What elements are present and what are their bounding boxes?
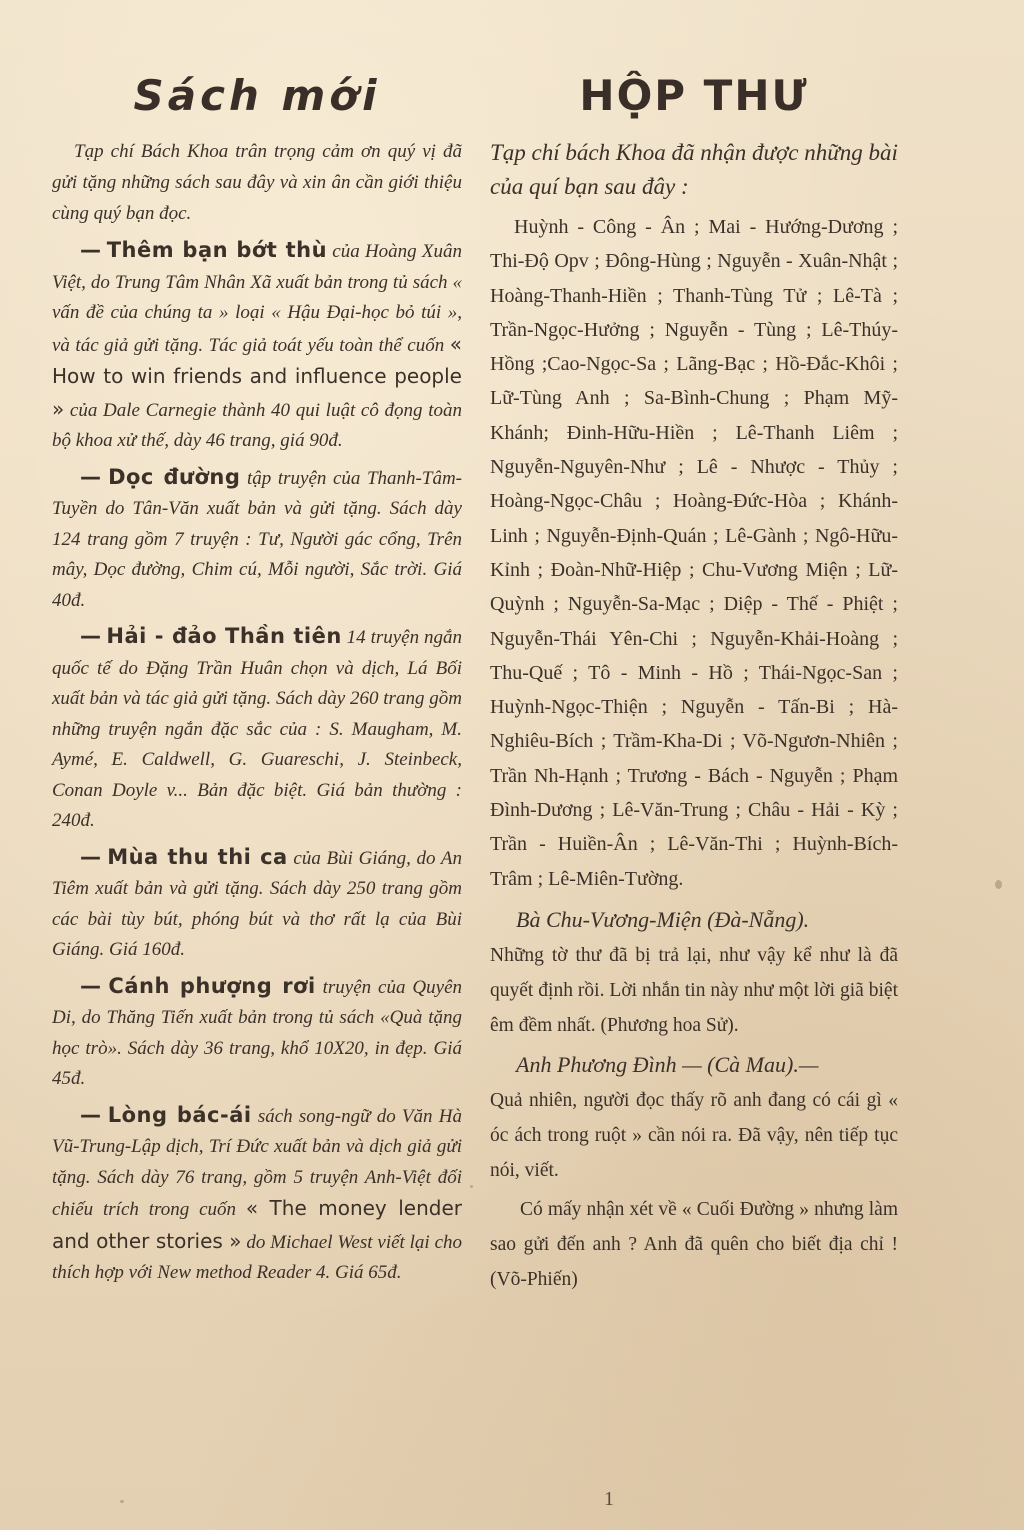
book-dash: — [80,464,102,489]
book-description: truyện của Quyên Di, do Thăng Tiến xuất bản trong tủ sách «Quà tặng học trò». Sách dày 36 trang, khổ 10X20, in đẹp. Giá 45đ. [52,976,462,1089]
book-description: của Hoàng Xuân Việt, do Trung Tâm Nhân Xã xuất bản trong tủ sách « vấn đề của chúng ta » loại « Hậu Đại-học bỏ túi », và tác giả gửi tặng. Tác giả toát yếu toàn thể cuốn [52,241,463,356]
book-entry [52,621,462,837]
reply-addressee: Bà Chu-Vương-Miện (Đà-Nẵng). [516,906,810,932]
book-description-end: do Michael West viết lại cho thích hợp với New method Reader 4. Giá 65đ. [52,1231,463,1283]
new-books-intro: Tạp chí Bách Khoa trân trọng cảm ơn quý vị đã gửi tặng những sách sau đây và xin ân cần giới thiệu cùng quý bạn đọc. [52,141,462,224]
book-title: Dọc đường [108,464,241,489]
reply-body: Những tờ thư đã bị trả lại, như vậy kể như là đã quyết định rồi. Lời nhắn tin này như một lời giã biệt êm đềm nhất. (Phương hoa Sử). [490,944,898,1036]
reply-closing: Có mấy nhận xét về « Cuối Đường » nhưng làm sao gửi đến anh ? Anh đã quên cho biết địa chỉ ! (Võ-Phiến) [490,1198,898,1290]
reply-addressee: Anh Phương Đình — (Cà Mau).— [516,1051,819,1077]
new-books-column [52,60,462,1294]
book-title: Mùa thu thi ca [107,844,288,869]
book-description: 14 truyện ngắn quốc tế do Đặng Trần Huân chọn và dịch, Lá Bối xuất bản và tác giả gửi tặng. Sách dày 260 trang gồm những truyện ngắn đặc sắc của : S. Maugham, M. Aymé, E. Caldwell, G. Guareschi, J. Steinbeck, Conan Doyle v... Bản đặc biệt. Giá bản thường : 240đ. [52,627,462,831]
mailbox-intro: Tạp chí bách Khoa đã nhận được những bài của quí bạn sau đây : [490,140,898,199]
book-title: Lòng bác-ái [107,1102,252,1127]
book-description: sách song-ngữ do Văn Hà Vũ-Trung-Lập dịch, Trí Đức xuất bản và dịch giả gửi tặng. Sách dày 76 trang, gồm 5 truyện Anh-Việt đối chiếu trích trong cuốn [52,1105,462,1220]
book-entry [52,971,462,1095]
book-dash: — [80,238,102,262]
paper-spot [120,1500,124,1503]
mailbox-column [490,60,898,1297]
reply-body: Quả nhiên, người đọc thấy rõ anh đang có cái gì « óc ách trong ruột » cần nói ra. Đã vậy, nên tiếp tục nói, viết. [490,1089,898,1181]
book-title: Cánh phượng rơi [108,973,316,998]
paper-spot [470,1185,473,1188]
book-title: Hải - đảo Thần tiên [106,624,342,648]
book-title: Thêm bạn bớt thù [106,238,328,262]
book-description: của Bùi Giáng, do An Tiêm xuất bản và gửi tặng. Sách dày 250 trang gồm các bài tùy bút, phóng bút và thơ rất lạ của Bùi Giáng. Giá 160đ. [52,847,462,960]
contributor-names: Huỳnh - Công - Ân ; Mai - Hướng-Dương ; Thi-Độ Opv ; Đông-Hùng ; Nguyễn - Xuân-Nhật ; Hoàng-Thanh-Hiền ; Thanh-Tùng Tử ; Lê-Tà ; Trần-Ngọc-Hưởng ; Nguyễn - Tùng ; Lê-Thúy-Hồng ;Cao-Ngọc-Sa ; Lãng-Bạc ; Hồ-Đắc-Khôi ; Lữ-Tùng Anh ; Sa-Bình-Chung ; Phạm Mỹ-Khánh; Đinh-Hữu-Hiền ; Lê-Thanh Liêm ; Nguyễn-Nguyên-Như ; Lê - Nhược - Thủy ; Hoàng-Ngọc-Châu ; Hoàng-Đức-Hòa ; Khánh-Linh ; Nguyễn-Định-Quán ; Lê-Gành ; Ngô-Hữu-Kỉnh ; Đoàn-Nhữ-Hiệp ; Chu-Vương Miện ; Lữ-Quỳnh ; Nguyễn-Sa-Mạc ; Diệp - Thế - Phiệt ; Nguyễn-Thái Yên-Chi ; Nguyễn-Khải-Hoàng ; Thu-Quế ; Tô - Minh - Hồ ; Thái-Ngọc-San ; Huỳnh-Ngọc-Thiện ; Nguyễn - Tấn-Bi ; Hà-Nghiêu-Bích ; Trầm-Kha-Di ; Võ-Ngươn-Nhiên ; Trần Nh-Hạnh ; Trương - Bách - Nguyễn ; Phạm Đình-Dương ; Lê-Văn-Trung ; Châu - Hải - Kỳ ; Trần - Huiền-Ân ; Lê-Văn-Thi ; Huỳnh-Bích-Trâm ; Lê-Miên-Tường. [490,216,898,890]
book-entry [52,462,462,617]
mailbox-heading: HỘP THƯ [579,71,809,120]
book-dash: — [80,844,102,869]
new-books-heading: Sách mới [133,71,381,120]
book-description-end: của Dale Carnegie thành 40 qui luật cô đọng toàn bộ khoa xử thế, dày 46 trang, giá 90đ. [52,399,462,451]
book-description: tập truyện của Thanh-Tâm-Tuyền do Tân-Văn xuất bản và gửi tặng. Sách dày 124 trang gồm 7 truyện : Tư, Người gác cổng, Trên mây, Dọc đường, Chim cú, Mỗi người, Sắc trời. Giá 40đ. [52,467,462,611]
page-mark: 1 [604,1488,614,1510]
book-entry [52,235,462,457]
book-original-title: « The money lender and other stories » [52,1196,462,1253]
book-dash: — [80,1102,102,1127]
reply-entry [490,1047,898,1188]
book-dash: — [80,624,102,648]
book-entry [52,842,462,966]
book-entry [52,1100,462,1289]
book-dash: — [80,973,102,998]
paper-spot [995,880,1002,889]
reply-entry [490,902,898,1043]
book-original-title: « How to win friends and influence people » [52,331,462,421]
